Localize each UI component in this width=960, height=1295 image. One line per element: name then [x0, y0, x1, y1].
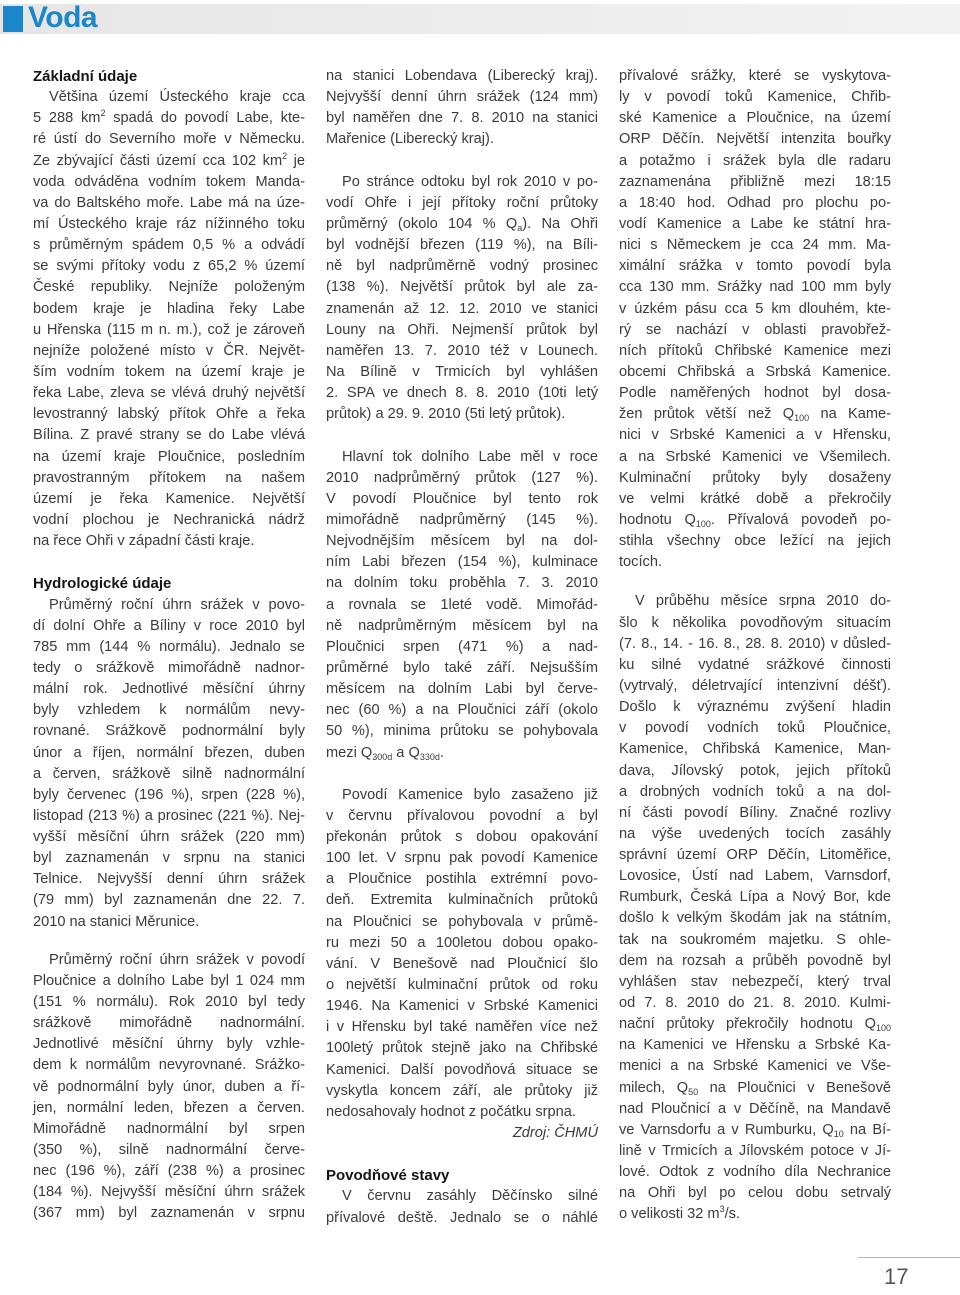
text-run: na Bí-	[843, 1121, 891, 1138]
text-line: tocích.	[619, 554, 662, 571]
text-line: cca 130 mm. Srážky nad 100 mm byly	[619, 279, 891, 296]
text-line: 50 %), minima průtoku se pohybovala	[326, 723, 598, 740]
text-line: průměrné bylo také září. Nejsušším	[326, 659, 598, 676]
text-line: i v Hřensku byl také naměřen více než	[326, 1019, 598, 1036]
text-line: od 7. 8. 2010 do 21. 8. 2010. Kulmi-	[619, 995, 891, 1012]
text-line: naměřen 13. 7. 2010 též v Lounech.	[326, 342, 598, 359]
text-line: znamenán až 12. 12. 2010 ve stanici	[326, 300, 598, 317]
text-line: (350 %), silně nadnormální červe-	[33, 1142, 305, 1159]
page-number: 17	[884, 1264, 909, 1289]
text-line: u Hřenska (115 m n. m.), což je zároveň	[33, 321, 305, 338]
text-line: (367 mm) byl zaznamenán v srpnu	[33, 1205, 305, 1222]
paragraph	[326, 66, 598, 151]
text-line: České republiky. Nejníže položeným	[33, 279, 305, 296]
text-line: Mařenice (Liberecký kraj).	[326, 131, 494, 148]
text-line: vání. V Benešově nad Ploučnicí šlo	[326, 955, 598, 972]
text-line: vodí Kamenice a Labe ke státní hra-	[619, 215, 891, 232]
text-line: na Ploučnici se pohybovala v průmě-	[326, 913, 598, 930]
text-line: nici s Německem je cca 24 mm. Ma-	[619, 237, 891, 254]
text-line: (184 %). Nejvyšší měsíční úhrn srážek	[33, 1184, 305, 1201]
section-heading: Základní údaje	[33, 68, 138, 85]
text-line: přívalové srážky, které se vyskytova-	[619, 68, 891, 84]
text-line: ORP Děčín. Největší intenzita bouřky	[619, 131, 891, 148]
text-line	[619, 1120, 891, 1141]
paragraph-gap	[619, 573, 891, 591]
text-run: je	[287, 152, 305, 169]
text-run: spadá do povodí Labe, kte-	[105, 110, 305, 127]
text-line: Podle naměřených hodnot byl dosa-	[619, 385, 891, 402]
paragraph	[619, 591, 891, 1225]
subscript: 10	[833, 1128, 844, 1139]
text-line: ším vodním tokem na území kraje je	[33, 363, 305, 380]
text-line: ly v povodí toků Kamenice, Chřib-	[619, 89, 891, 106]
text-line: rý se nachází v oblasti pravobřež-	[619, 321, 891, 338]
text-line: Po stránce odtoku byl rok 2010 v po-	[342, 173, 598, 190]
text-line: a na Srbské Kamenici ve Všemilech.	[619, 448, 891, 465]
text-line: a Ploučnice postihla extrémní povo-	[326, 871, 598, 888]
text-run: .	[439, 744, 444, 761]
section-heading: Povodňové stavy	[326, 1167, 450, 1185]
text-run: /s.	[724, 1206, 740, 1223]
text-line: V průběhu měsíce srpna 2010 do-	[635, 593, 891, 610]
text-line: řeka Labe, zleva se vlévá druhý největší	[33, 385, 305, 402]
text-line: Mimořádně nadnormální byl srpen	[33, 1120, 305, 1137]
section-title: Voda	[28, 1, 98, 34]
text-line: zaznamenána přibližně mezi 18:15	[619, 173, 891, 190]
subscript: 100	[695, 518, 711, 529]
text-line: ru mezi 50 a 100letou dobou opako-	[326, 934, 598, 951]
paragraph	[33, 950, 305, 1225]
text-line: 2010 nadprůměrný průtok (127 %).	[326, 469, 598, 486]
text-line: Bílina. Z pravé strany se do Labe vlévá	[33, 427, 305, 444]
text-line: byl vodnější březen (119 %), na Bíli-	[326, 237, 598, 254]
text-line: deň. Extremita kulminačních průtoků	[326, 892, 598, 909]
text-line: lové. Odtok z vodního díla Nechranice	[619, 1164, 891, 1181]
text-line	[619, 404, 891, 425]
text-line: 785 mm (144 % normálu). Jednalo se	[33, 638, 305, 655]
text-line: Většina území Ústeckého kraje cca	[49, 89, 305, 106]
subscript: 100	[794, 413, 810, 424]
text-line: ních přítoků Chřibské Kamenice mezi	[619, 342, 891, 359]
text-line: Kamenice, Chřibská Kamenice, Man-	[619, 741, 891, 758]
text-run: na Kame-	[809, 406, 891, 423]
text-run: o velikosti 32 m	[619, 1206, 720, 1223]
text-line: mální rok. Jednotlivé měsíční úhrny	[33, 681, 305, 698]
text-line: 1946. Na Kamenici v Srbské Kamenici	[326, 998, 598, 1015]
text-run: mezi Q	[326, 744, 373, 761]
text-line: jen, normální leden, březen a červen.	[33, 1099, 305, 1116]
text-line: mimořádně nadprůměrný (145 %).	[326, 511, 598, 528]
subscript: 300d	[372, 751, 393, 762]
text-column-1	[33, 66, 305, 1225]
source-note: Zdroj: ČHMÚ	[512, 1125, 598, 1142]
paragraph	[326, 785, 598, 1123]
text-line	[326, 743, 598, 764]
text-line	[619, 1014, 891, 1035]
text-line: levostranný labský přítok Ohře a řeka	[33, 406, 305, 423]
superscript: 2	[282, 150, 288, 161]
text-line	[33, 108, 305, 129]
text-line: Průměrný roční úhrn srážek v povodí	[49, 951, 305, 968]
text-line: Kamenici. Další povodňová situace se	[326, 1061, 598, 1078]
text-line: vyhlášen stav nebezpečí, který trval	[619, 973, 891, 990]
paragraph-gap	[326, 764, 598, 785]
text-line: vyšší měsíční úhrn srážek (220 mm)	[33, 829, 305, 846]
text-line: menici a na Srbské Kamenici ve Vše-	[619, 1058, 891, 1075]
paragraph	[326, 172, 598, 426]
text-line: rovnané. Srážkově podnormální byly	[33, 723, 305, 740]
text-line: v úzkém pásu cca 5 km dlouhém, kte-	[619, 300, 891, 317]
text-line: Rumburk, Česká Lípa a Nový Bor, kde	[619, 889, 891, 906]
text-run: ve Varnsdorfu a v Rumburku, Q	[619, 1121, 834, 1138]
text-line: na dolním toku proběhla 7. 3. 2010	[326, 575, 598, 592]
text-line: vodí Ohře i její přítoky roční průtoky	[326, 194, 598, 211]
text-line: správní území ORP Děčín, Litoměřice,	[619, 847, 891, 864]
text-line: Ploučnici srpen (471 %) a nad-	[326, 638, 598, 655]
text-line: v povodí vodních toků Ploučnice,	[619, 720, 891, 737]
page-number-rule	[858, 1257, 960, 1258]
text-line: nici v Srbské Kamenici a v Hřensku,	[619, 427, 891, 444]
text-line: nejníže položené místo v ČR. Největ-	[33, 342, 305, 359]
text-line: Povodí Kamenice bylo zasaženo již	[342, 786, 598, 803]
text-run: a Q	[392, 744, 420, 761]
text-line: v červnu přívalovou povodní a byl	[326, 807, 598, 824]
text-line	[619, 510, 891, 531]
text-run: na Ploučnici v Benešově	[698, 1079, 891, 1096]
text-line: na Kamenici ve Hřensku a Srbské Ka-	[619, 1037, 891, 1054]
text-line: srážkově mimořádně nadnormální.	[33, 1015, 305, 1032]
text-line: mí Ústeckého kraje ráz nížinného toku	[33, 215, 305, 232]
text-line: dem na rozsah a průběh povodně byl	[619, 952, 891, 969]
paragraph	[326, 1186, 598, 1228]
text-line: na území kraje Ploučnice, posledním	[33, 448, 305, 465]
text-line: Došlo k výraznému zvýšení hladin	[619, 699, 891, 716]
superscript: 2	[100, 108, 106, 119]
text-line: a červen, srážkově silně nadnormální	[33, 765, 305, 782]
text-line: (7. 8., 14. - 16. 8., 28. 8. 2010) v důsled-	[619, 635, 891, 652]
text-line: ve velmi krátké době a překročily	[619, 490, 891, 507]
subscript: a	[517, 222, 523, 233]
text-column-2	[326, 66, 598, 1229]
text-run: průměrný (okolo 104 % Q	[326, 215, 518, 232]
text-line: překonán průtok s dobou opakování	[326, 829, 598, 846]
text-line: na stanici Lobendava (Liberecký kraj).	[326, 68, 598, 84]
text-line: pravostranným přítokem na našem	[33, 469, 305, 486]
text-line: s průměrným spádem 0,5 % a odvádí	[33, 237, 305, 254]
text-line	[619, 1078, 891, 1099]
text-line: průtok) a 29. 9. 2010 (5ti letý průtok).	[326, 406, 566, 423]
text-line: Louny na Ohři. Nejmenší průtok byl	[326, 321, 598, 338]
text-run: milech, Q	[619, 1079, 689, 1096]
text-line: území je řeka Kamenice. Největší	[33, 490, 305, 507]
text-line: a 18:40 hod. Odhad pro plochu po-	[619, 194, 891, 211]
text-line: Nejvodnějším měsícem byl na dol-	[326, 533, 598, 550]
text-line: (vytrvalý, déletrvající intenzivní déšť).	[619, 677, 891, 694]
text-line: 100 let. V srpnu pak povodí Kamenice	[326, 850, 598, 867]
text-run: 5 288 km	[33, 110, 101, 127]
text-line: V červnu zasáhly Děčínsko silné	[342, 1188, 598, 1205]
subscript: 50	[688, 1086, 699, 1097]
text-line: byly červenec (196 %), srpen (228 %),	[33, 786, 305, 803]
text-line: lině v Trmicích a Jílovském potoce v Jí-	[619, 1143, 891, 1160]
subscript: 330d	[419, 751, 440, 762]
text-line: ní části povodí Bíliny. Značné rozlivy	[619, 804, 891, 821]
text-run: ). Na Ohři	[522, 215, 598, 232]
paragraph-gap	[326, 151, 598, 172]
text-line	[619, 1204, 891, 1225]
text-line: Lovosice, Ústí nad Labem, Varnsdorf,	[619, 868, 891, 885]
text-line: nec (196 %), září (238 %) a prosinec	[33, 1163, 305, 1180]
text-line: Kulminační průtoky byly dosaženy	[619, 469, 891, 486]
text-line: ré ústí do Severního moře v Německu.	[33, 131, 305, 148]
text-line: ximální srážka v tomto povodí byla	[619, 258, 891, 275]
text-line: (151 % normálu). Rok 2010 byl tedy	[33, 994, 305, 1011]
text-line: Telnice. Nejvyšší denní úhrn srážek	[33, 871, 305, 888]
paragraph	[33, 87, 305, 552]
text-line: vyskytla koncem září, ale průtoky již	[326, 1082, 598, 1099]
paragraph-gap	[33, 933, 305, 950]
header-band	[0, 4, 960, 34]
text-run: Ze zbývající části území cca 102 km	[33, 152, 283, 169]
text-line	[326, 214, 598, 235]
paragraph	[326, 447, 598, 764]
text-line: a drobných vodních toků a na dol-	[619, 783, 891, 800]
text-line: dem k normálům nevyrovnané. Srážko-	[33, 1057, 305, 1074]
paragraph	[33, 595, 305, 933]
text-line: Na Bílině v Trmicích byl vyhlášen	[326, 363, 598, 380]
section-heading: Hydrologické údaje	[33, 575, 172, 593]
text-line: voda odváděna vodním tokem Manda-	[33, 173, 305, 190]
text-line: dava, Jílovský potok, jejich přítoků	[619, 762, 891, 779]
text-line: V povodí Ploučnice byl tento rok	[326, 490, 598, 507]
text-line: Ploučnice a dolního Labe byl 1 024 mm	[33, 972, 305, 989]
text-line: měsícem na dolním Labi byl červe-	[326, 681, 598, 698]
text-line	[33, 151, 305, 172]
text-line: šlo k několika povodňovým situacím	[619, 614, 891, 631]
text-run: nační průtoky překročily hodnotu Q	[619, 1016, 876, 1033]
text-line: Jednotlivé měsíční úhrny byly vzhle-	[33, 1036, 305, 1053]
text-line: 2010 na stanici Měrunice.	[33, 913, 200, 930]
text-line: na řece Ohři v západní části kraje.	[33, 533, 255, 550]
paragraph	[619, 66, 891, 573]
text-line: a rovnala se 1leté vodě. Mimořád-	[326, 596, 598, 613]
text-line: Nejvyšší denní úhrn srážek (124 mm)	[326, 89, 598, 106]
text-line: nec (60 %) a na Ploučnici září (okolo	[326, 702, 598, 719]
section-marker-square	[3, 6, 23, 32]
text-line: 2. SPA ve dnech 8. 8. 2010 (10ti letý	[326, 385, 598, 402]
paragraph-gap	[326, 1144, 598, 1165]
paragraph-gap	[33, 552, 305, 573]
text-line: 100letý průtok stejně jako na Chřibské	[326, 1040, 598, 1057]
text-line: ním Labi březen (154 %), kulminace	[326, 554, 598, 571]
text-line: vě podnormální byly únor, duben a ří-	[33, 1078, 305, 1095]
text-line: Průměrný roční úhrn srážek v povo-	[49, 596, 305, 613]
text-line: ně nadprůměrným měsícem byl na	[326, 617, 598, 634]
text-line: ku silné vydatné srážkové činnosti	[619, 656, 891, 673]
text-line: se svými přítoky vodu z 65,2 % území	[33, 258, 305, 275]
text-run: žen průtok větší než Q	[619, 406, 795, 423]
text-line: tedy o srážkově mimořádně nadnor-	[33, 659, 305, 676]
text-line: bodem kraje je hladina řeky Labe	[33, 300, 305, 317]
subscript: 100	[875, 1023, 891, 1034]
text-line: Hlavní tok dolního Labe měl v roce	[342, 448, 598, 465]
text-run: hodnotu Q	[619, 511, 696, 528]
text-line: nedosahovaly hodnot z počátku srpna.	[326, 1103, 576, 1120]
text-line: únor a říjen, normální březen, duben	[33, 744, 305, 761]
text-line: (138 %). Největší průtok byl ale za-	[326, 279, 598, 296]
text-line: byl naměřen dne 7. 8. 2010 na stanici	[326, 110, 598, 127]
text-line: nad Ploučnicí a v Děčíně, na Mandavě	[619, 1100, 891, 1117]
text-line: listopad (213 %) a prosinec (221 %). Nej-	[33, 807, 305, 824]
text-column-3	[619, 66, 891, 1226]
text-line: ské Kamenice a Ploučnice, na území	[619, 110, 891, 127]
text-line: o největší kulminační průtok od roku	[326, 977, 598, 994]
text-line: na Ohři byl po celou dobu setrvalý	[619, 1185, 891, 1202]
text-line: (79 mm) byl zaznamenán dne 22. 7.	[33, 892, 305, 909]
text-line: vodní plochou je Nechranická nádrž	[33, 511, 305, 528]
text-run: . Přívalová povodeň po-	[710, 511, 891, 528]
paragraph-gap	[326, 425, 598, 446]
superscript: 3	[719, 1204, 725, 1215]
text-line: dí dolní Ohře a Bíliny v roce 2010 byl	[33, 617, 305, 634]
text-line: na výše uvedených tocích zasáhly	[619, 825, 891, 842]
text-line: došlo k velkým škodám jak na státním,	[619, 910, 891, 927]
text-line: stihla všechny obce ležící na jejich	[619, 533, 891, 550]
text-line: ně byl nadprůměrně vodný prosinec	[326, 258, 598, 275]
text-line: tak na soukromém majetku. S ohle-	[619, 931, 891, 948]
text-line: přívalové deště. Jednalo se o náhlé	[326, 1209, 598, 1226]
text-line: a potažmo i srážek byla dle radaru	[619, 152, 891, 169]
text-line: byl zaznamenán v srpnu na stanici	[33, 850, 305, 867]
text-line: byly vzhledem k normálům nevy-	[33, 702, 305, 719]
text-line: va do Baltského moře. Labe má na úze-	[33, 194, 305, 211]
text-line: obcemi Chřibská a Srbská Kamenice.	[619, 363, 891, 380]
